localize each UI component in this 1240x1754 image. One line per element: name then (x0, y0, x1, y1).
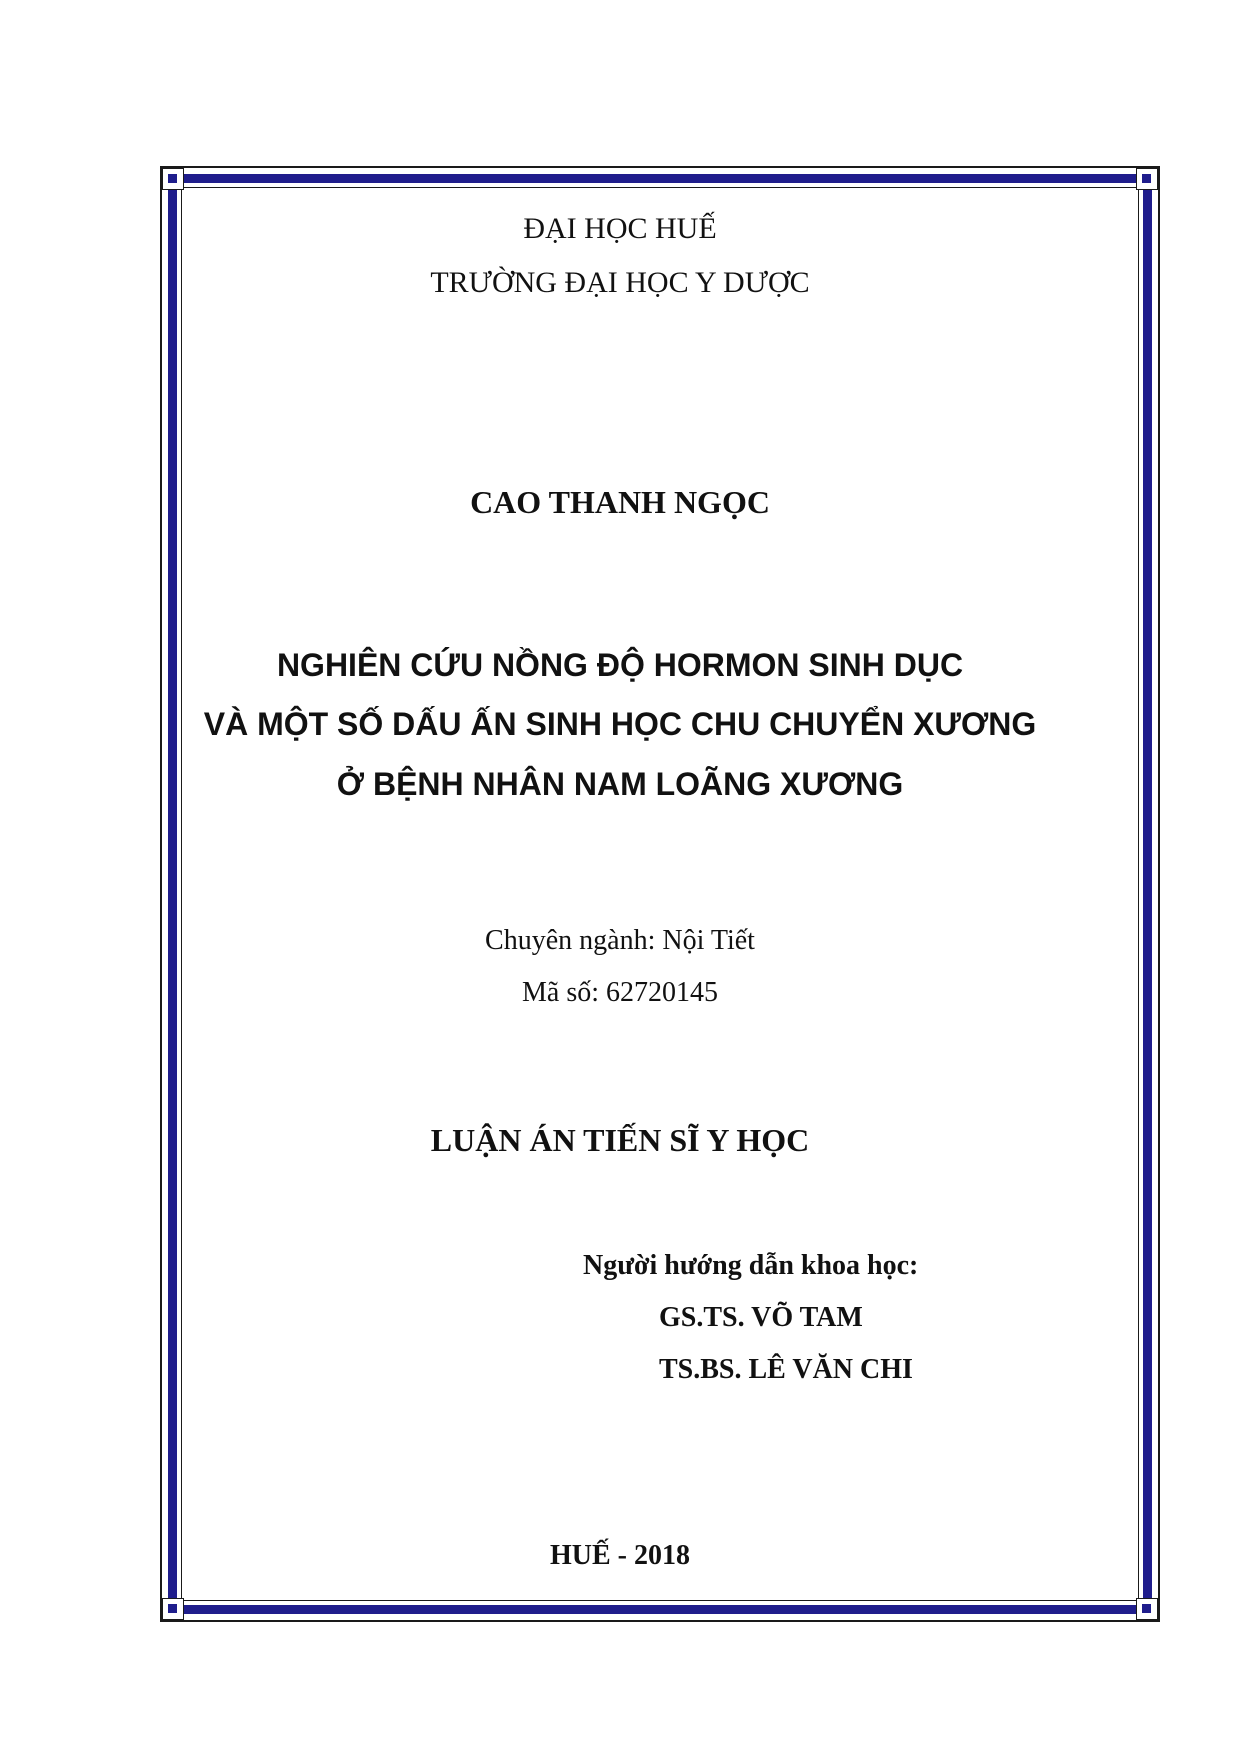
thesis-title-line-3: Ở BỆNH NHÂN NAM LOÃNG XƯƠNG (336, 766, 904, 802)
place-year: HUẾ - 2018 (550, 1540, 690, 1571)
corner-ornament-top-right (1136, 168, 1158, 190)
corner-ornament-top-left (162, 168, 184, 190)
degree-title: LUẬN ÁN TIẾN SĨ Y HỌC (430, 1122, 810, 1158)
school-name: TRƯỜNG ĐẠI HỌC Y DƯỢC (430, 266, 810, 299)
supervisors-heading: Người hướng dẫn khoa học: (583, 1250, 919, 1281)
supervisor-1: GS.TS. VÕ TAM (659, 1302, 863, 1333)
supervisor-2: TS.BS. LÊ VĂN CHI (659, 1354, 913, 1385)
corner-ornament-bottom-left (162, 1598, 184, 1620)
specialty: Chuyên ngành: Nội Tiết (485, 925, 755, 956)
code-number: Mã số: 62720145 (522, 977, 718, 1008)
author-name: CAO THANH NGỌC (470, 484, 770, 520)
university-name: ĐẠI HỌC HUẾ (523, 212, 717, 245)
thesis-title-line-1: NGHIÊN CỨU NỒNG ĐỘ HORMON SINH DỤC (276, 647, 964, 683)
border-inner (181, 187, 1139, 1601)
thesis-title-line-2: VÀ MỘT SỐ DẤU ẤN SINH HỌC CHU CHUYỂN XƯƠNG (203, 706, 1037, 742)
corner-ornament-bottom-right (1136, 1598, 1158, 1620)
